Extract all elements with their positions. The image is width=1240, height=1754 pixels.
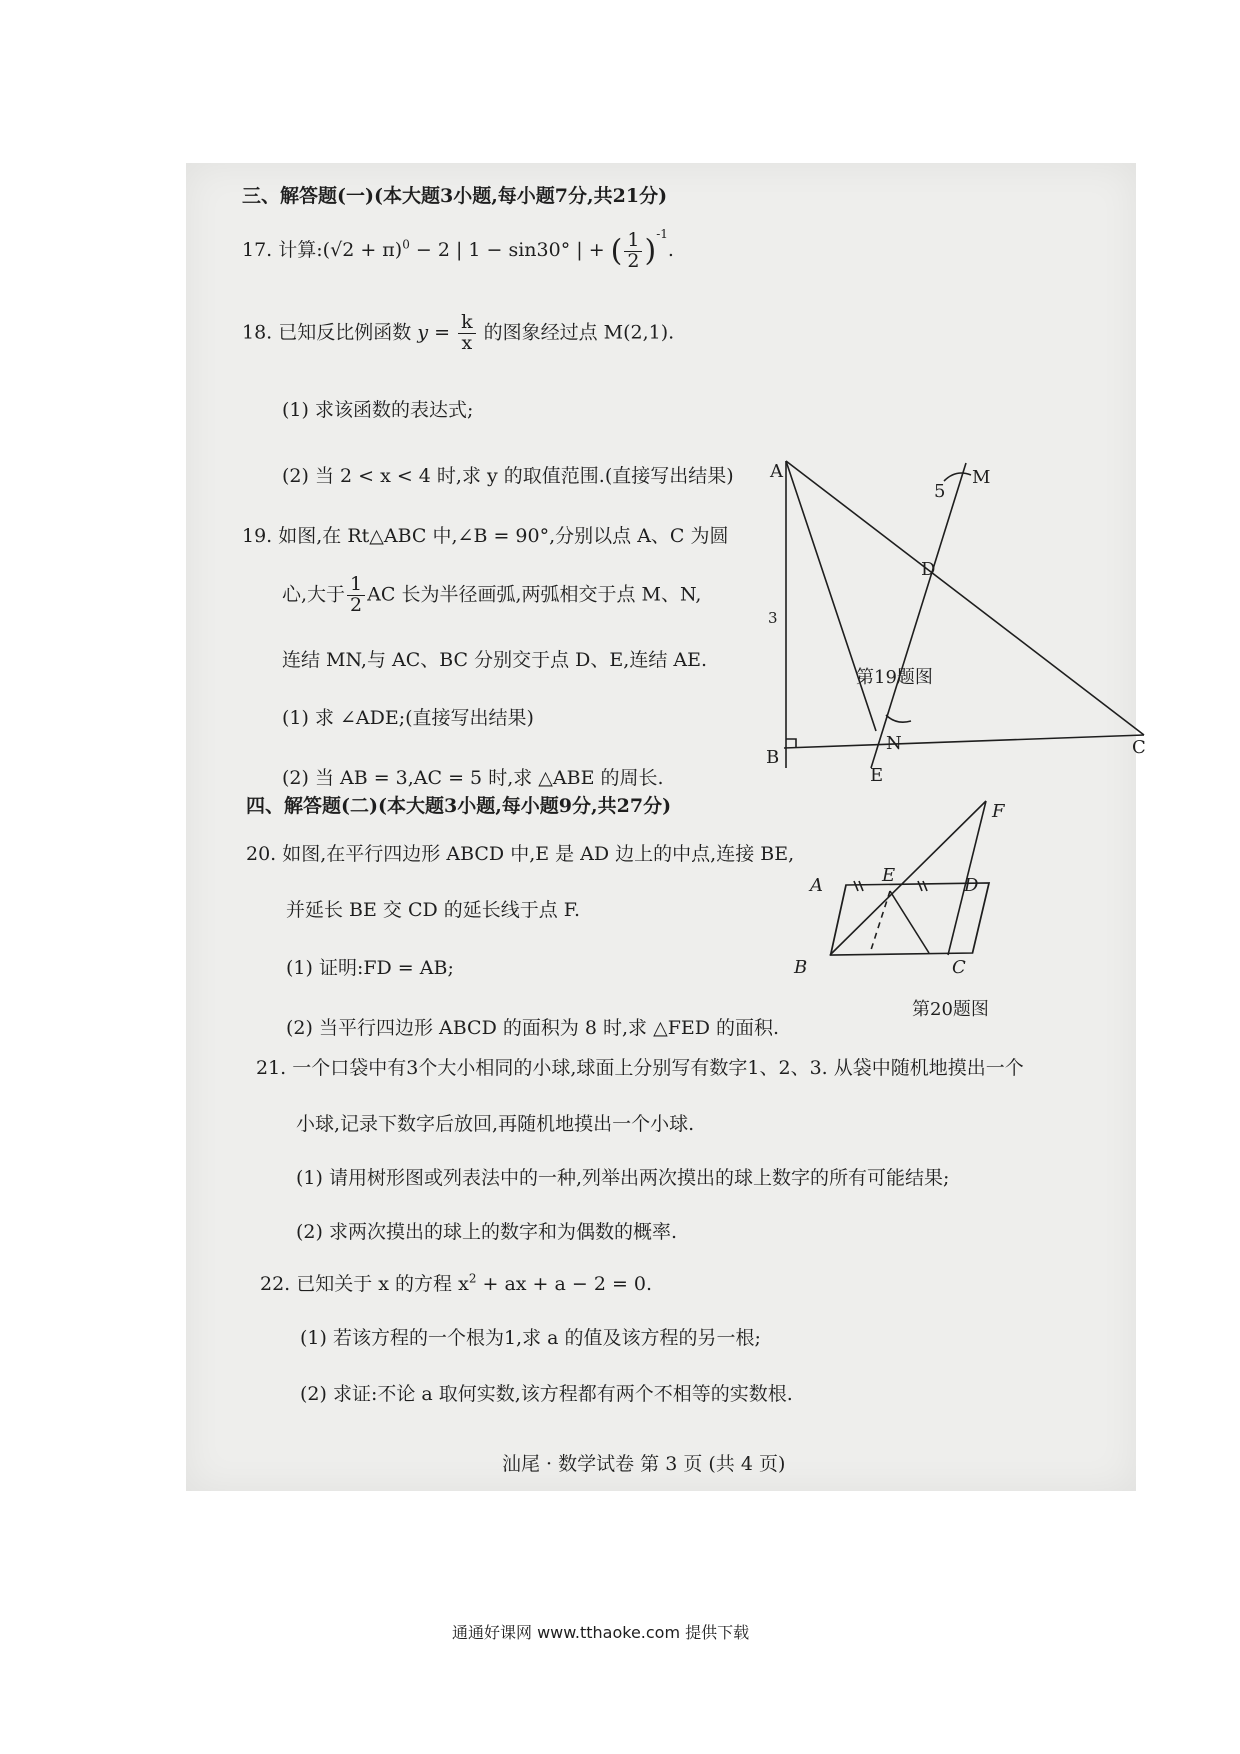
segment-ae [786, 461, 876, 731]
q20-part-1: (1) 证明:FD = AB; [286, 957, 454, 979]
q21-line-1-text: 一个口袋中有3个大小相同的小球,球面上分别写有数字1、2、3. 从袋中随机地摸出一个 [292, 1057, 1024, 1079]
q17-exp-zero: 0 [402, 237, 410, 252]
q19-line-1 [242, 521, 729, 548]
q17-expr-b: − 2 | 1 − sin30° | + [409, 239, 611, 261]
label-e: E [882, 865, 896, 886]
figure-20-caption: 第20题图 [912, 999, 989, 1020]
label-d: D [921, 559, 936, 580]
arc-m [944, 473, 971, 481]
label-c: C [1132, 737, 1146, 758]
q17-number: 17. [242, 239, 273, 261]
segment-ec [890, 891, 929, 953]
q19-line-2: 心,大于 $\frac{1}{2}$ AC 长为半径画弧,两弧相交于点 M、N, [282, 573, 702, 616]
q17-expr-a: (√2 + π) [322, 239, 403, 261]
question-18 [242, 313, 674, 354]
annotation-ab: 3 [768, 609, 778, 627]
right-angle-mark [786, 739, 796, 748]
q18-y-eq: y = [417, 321, 451, 344]
q18-number: 18. [242, 321, 273, 344]
label-a: A [810, 875, 823, 896]
q22-tail: + ax + a − 2 = 0. [476, 1273, 653, 1295]
label-m: M [972, 467, 991, 488]
label-e: E [870, 765, 884, 786]
segment-bc [784, 735, 1144, 748]
q17-end: . [667, 239, 674, 261]
q19-part-2: (2) 当 AB = 3,AC = 5 时,求 △ABE 的周长. [282, 767, 664, 789]
q22-number: 22. [260, 1273, 291, 1295]
q21-part-2: (2) 求两次摸出的球上的数字和为偶数的概率. [296, 1221, 677, 1243]
tick-ed-2 [923, 881, 927, 891]
segment-bf [830, 801, 986, 955]
q21-number: 21. [256, 1057, 287, 1079]
label-c: C [952, 957, 966, 978]
label-b: B [794, 957, 808, 978]
figure-19 [766, 461, 1146, 786]
tick-ae-1 [854, 881, 858, 891]
arc-n [886, 715, 911, 722]
q18-tail: 的图象经过点 M(2,1). [483, 321, 675, 344]
q18-part-1: (1) 求该函数的表达式; [282, 399, 474, 421]
line-mn [871, 463, 966, 768]
q19-number: 19. [242, 525, 273, 547]
q18-fraction: $\frac{k}{x}$ [458, 313, 476, 354]
tick-ae-2 [859, 881, 863, 891]
label-n: N [886, 733, 902, 754]
section-3-title: 三、解答题(一)(本大题3小题,每小题7分,共21分) [242, 185, 668, 207]
annotation-arc: 5 [934, 481, 946, 502]
q21-line-1 [256, 1053, 1024, 1080]
q22-part-1: (1) 若该方程的一个根为1,求 a 的值及该方程的另一根; [300, 1327, 761, 1349]
question-17: 17. 计算:(√2 + π)$^0$ − 2 | 1 − sin30° | + ( $\frac{1}{2}$ )$^{-1}$. [242, 227, 674, 272]
label-f: F [992, 801, 1005, 822]
label-b: B [766, 747, 780, 768]
label-a: A [770, 461, 783, 482]
section-4-title: 四、解答题(二)(本大题3小题,每小题9分,共27分) [246, 795, 672, 817]
q17-lead: 计算: [278, 239, 323, 261]
q20-number: 20. [246, 843, 277, 865]
q17-exp-neg1: -1 [656, 227, 668, 241]
q20-line-1 [246, 839, 794, 866]
page-footer: 汕尾 · 数学试卷 第 3 页 (共 4 页) [502, 1453, 786, 1475]
segment-ac [786, 461, 1144, 735]
q19-line-3: 连结 MN,与 AC、BC 分别交于点 D、E,连结 AE. [282, 649, 707, 671]
question-22 [260, 1269, 652, 1296]
q22-part-2: (2) 求证:不论 a 取何实数,该方程都有两个不相等的实数根. [300, 1383, 793, 1405]
q22-square: 2 [468, 1271, 477, 1286]
q18-part-2: (2) 当 2 < x < 4 时,求 y 的取值范围.(直接写出结果) [282, 465, 734, 487]
q21-line-2: 小球,记录下数字后放回,再随机地摸出一个小球. [296, 1113, 695, 1135]
q20-part-2: (2) 当平行四边形 ABCD 的面积为 8 时,求 △FED 的面积. [286, 1017, 780, 1039]
q20-line-2: 并延长 BE 交 CD 的延长线于点 F. [286, 899, 581, 921]
q21-part-1: (1) 请用树形图或列表法中的一种,列举出两次摸出的球上数字的所有可能结果; [296, 1167, 950, 1189]
q19-part-1: (1) 求 ∠ADE;(直接写出结果) [282, 707, 534, 729]
q18-lead: 已知反比例函数 [278, 321, 412, 344]
download-credit: 通通好课网 www.tthaoke.com 提供下载 [452, 1623, 750, 1642]
q22-lead: 已知关于 x 的方程 x [296, 1273, 469, 1295]
figure-19-caption: 第19题图 [856, 667, 933, 688]
dashed-segment [870, 891, 890, 953]
q17-fraction: $\frac{1}{2}$ [624, 231, 642, 272]
label-d: D [964, 875, 979, 896]
q20-line-1-text: 如图,在平行四边形 ABCD 中,E 是 AD 边上的中点,连接 BE, [282, 843, 795, 865]
q19-line-1-text: 如图,在 Rt△ABC 中,∠B = 90°,分别以点 A、C 为圆 [278, 525, 729, 547]
q19-fraction: $\frac{1}{2}$ [347, 575, 365, 616]
exam-page [186, 163, 1146, 1491]
tick-ed-1 [918, 881, 922, 891]
